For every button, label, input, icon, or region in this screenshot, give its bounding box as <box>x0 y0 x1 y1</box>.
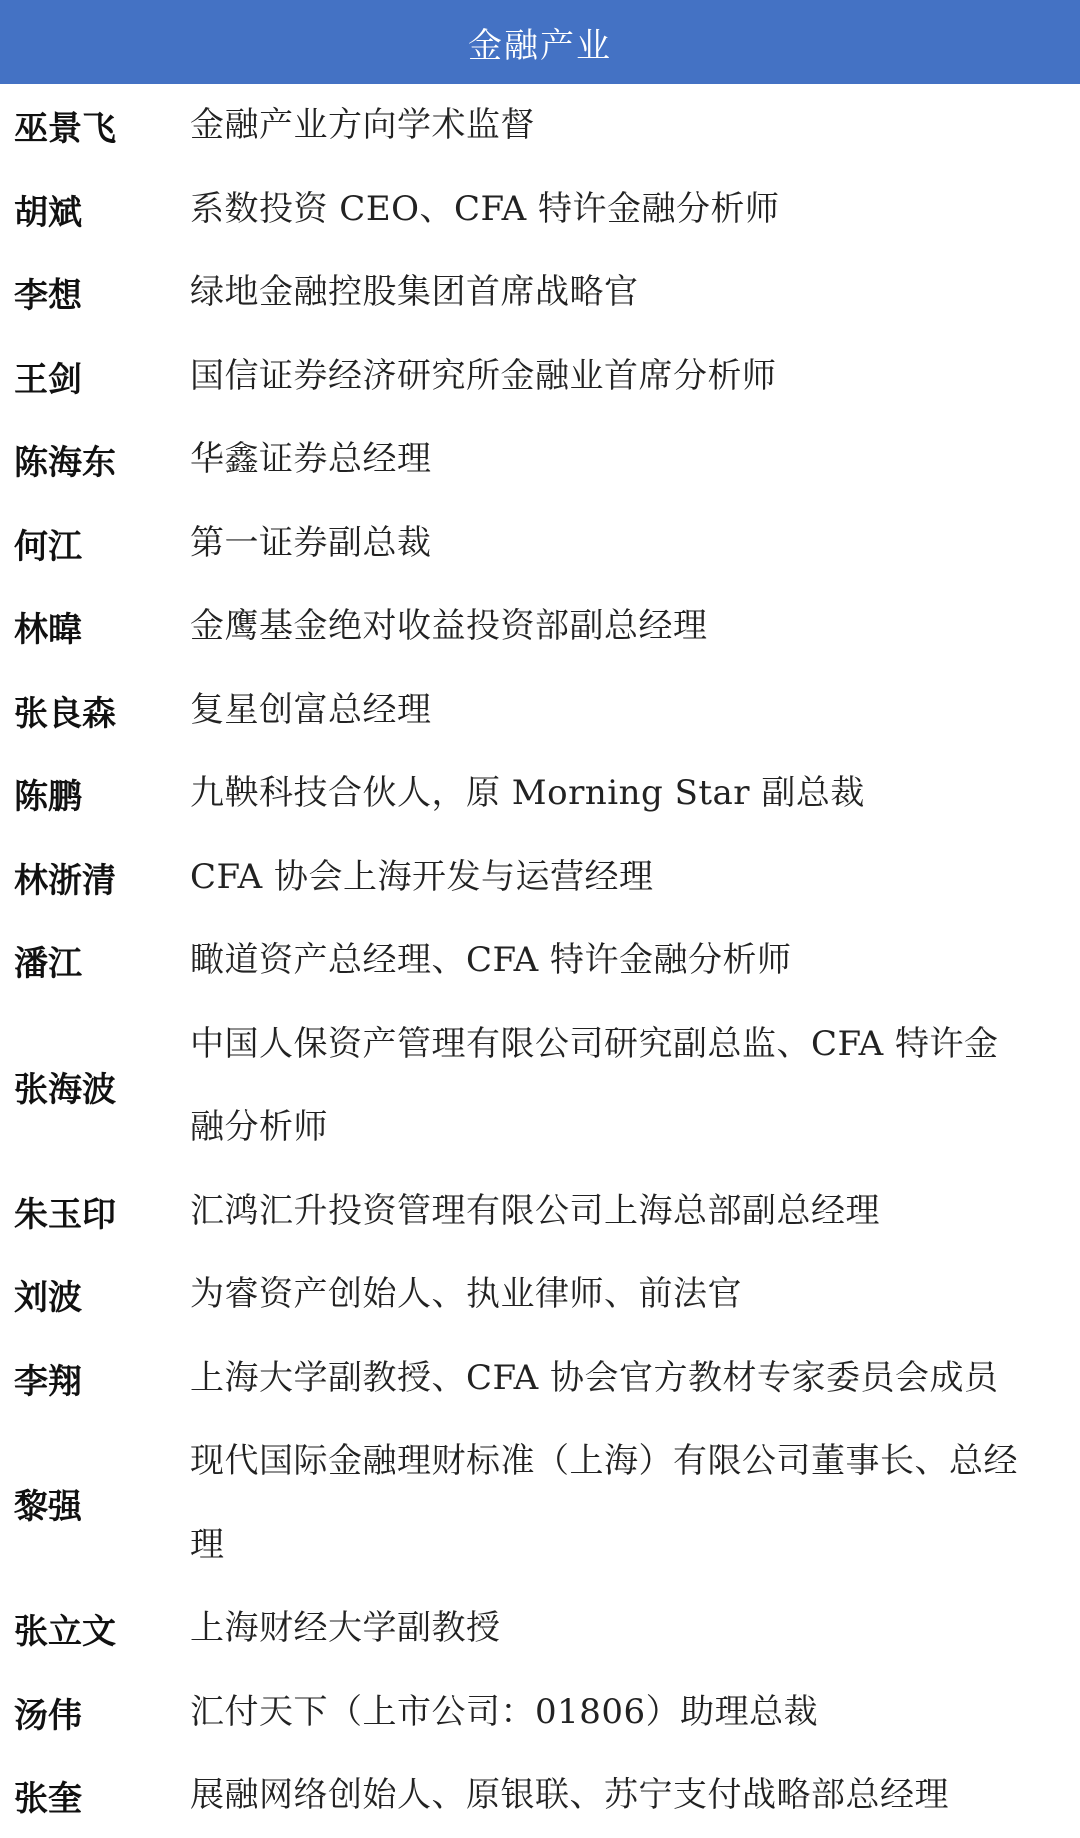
person-title <box>190 335 1080 419</box>
person-title-line: 上海大学副教授、CFA 协会官方教材专家委员会成员 <box>190 1357 999 1398</box>
person-title-line: 第一证券副总裁 <box>190 522 432 563</box>
person-title <box>190 1587 1080 1671</box>
person-name: 张奎 <box>14 1779 82 1820</box>
person-title-line: 复星创富总经理 <box>190 689 432 730</box>
table-header <box>0 0 1080 84</box>
table-row <box>0 919 1080 1003</box>
person-title-line: 国信证券经济研究所金融业首席分析师 <box>190 355 777 396</box>
person-title <box>190 1170 1080 1254</box>
person-name: 林浙清 <box>14 860 116 901</box>
person-name: 黎强 <box>14 1487 82 1527</box>
person-name: 陈鹏 <box>14 777 82 818</box>
person-name: 朱玉印 <box>14 1194 116 1235</box>
person-title-line: 绿地金融控股集团首席战略官 <box>190 272 639 312</box>
table-row <box>0 752 1080 836</box>
person-title-line: 九鞅科技合伙人，原 Morning Star 副总裁 <box>190 773 865 813</box>
person-title <box>190 1337 1080 1421</box>
table-row <box>0 1170 1080 1254</box>
person-name: 巫景飞 <box>14 109 116 150</box>
person-title-line: 瞰道资产总经理、CFA 特许金融分析师 <box>190 940 792 980</box>
person-name: 张立文 <box>14 1612 116 1653</box>
table-row <box>0 502 1080 586</box>
person-title <box>190 919 1080 1003</box>
person-name: 汤伟 <box>14 1695 82 1736</box>
person-title <box>190 1253 1080 1337</box>
person-name: 张良森 <box>14 693 116 734</box>
person-name: 林暐 <box>14 610 82 651</box>
table-row <box>0 251 1080 335</box>
person-title-line: 金融产业方向学术监督 <box>190 105 535 145</box>
person-title <box>190 752 1080 836</box>
person-title <box>190 669 1080 753</box>
table-row <box>0 1671 1080 1755</box>
person-name: 刘波 <box>14 1278 82 1319</box>
person-title-line: 融分析师 <box>190 1107 328 1147</box>
person-title <box>190 836 1080 920</box>
person-title-line: 上海财经大学副教授 <box>190 1608 501 1648</box>
person-title <box>190 1754 1080 1838</box>
table-title: 金融产业 <box>468 25 612 66</box>
table-row <box>0 1587 1080 1671</box>
person-title-line: 系数投资 CEO、CFA 特许金融分析师 <box>190 188 780 229</box>
person-title-line: 汇鸿汇升投资管理有限公司上海总部副总经理 <box>190 1190 880 1231</box>
table-row <box>0 1003 1080 1170</box>
person-title <box>190 1420 1080 1587</box>
person-name: 潘江 <box>14 944 82 985</box>
person-title-line: 展融网络创始人、原银联、苏宁支付战略部总经理 <box>190 1775 949 1815</box>
table-row <box>0 1337 1080 1421</box>
person-title-line: 理 <box>190 1524 225 1565</box>
table-row <box>0 836 1080 920</box>
person-title <box>190 1671 1080 1755</box>
table-row <box>0 335 1080 419</box>
table-row <box>0 1253 1080 1337</box>
person-name: 李翔 <box>14 1361 82 1402</box>
table-row <box>0 418 1080 502</box>
person-title <box>190 502 1080 586</box>
person-title-line: 华鑫证券总经理 <box>190 439 432 479</box>
table-row <box>0 168 1080 252</box>
table-row <box>0 1420 1080 1587</box>
people-table <box>0 84 1080 1838</box>
person-name: 李想 <box>14 276 82 317</box>
person-title <box>190 251 1080 335</box>
person-name: 张海波 <box>14 1069 116 1110</box>
person-title-line: 为睿资产创始人、执业律师、前法官 <box>190 1274 742 1314</box>
person-title-line: 现代国际金融理财标准（上海）有限公司董事长、总经 <box>190 1441 1018 1481</box>
person-title-line: 汇付天下（上市公司：01806）助理总裁 <box>190 1691 819 1732</box>
person-title <box>190 1003 1080 1170</box>
table-row <box>0 669 1080 753</box>
person-name: 王剑 <box>14 359 82 400</box>
table-row <box>0 84 1080 168</box>
table-row <box>0 585 1080 669</box>
person-title <box>190 84 1080 168</box>
person-name: 胡斌 <box>14 192 82 233</box>
person-title <box>190 168 1080 252</box>
person-title <box>190 585 1080 669</box>
table-row <box>0 1754 1080 1838</box>
person-title-line: 金鹰基金绝对收益投资部副总经理 <box>190 606 708 646</box>
person-title <box>190 418 1080 502</box>
person-title-line: 中国人保资产管理有限公司研究副总监、CFA 特许金 <box>190 1023 999 1064</box>
person-name: 何江 <box>14 526 82 567</box>
person-title-line: CFA 协会上海开发与运营经理 <box>190 856 654 897</box>
person-name: 陈海东 <box>14 443 116 484</box>
